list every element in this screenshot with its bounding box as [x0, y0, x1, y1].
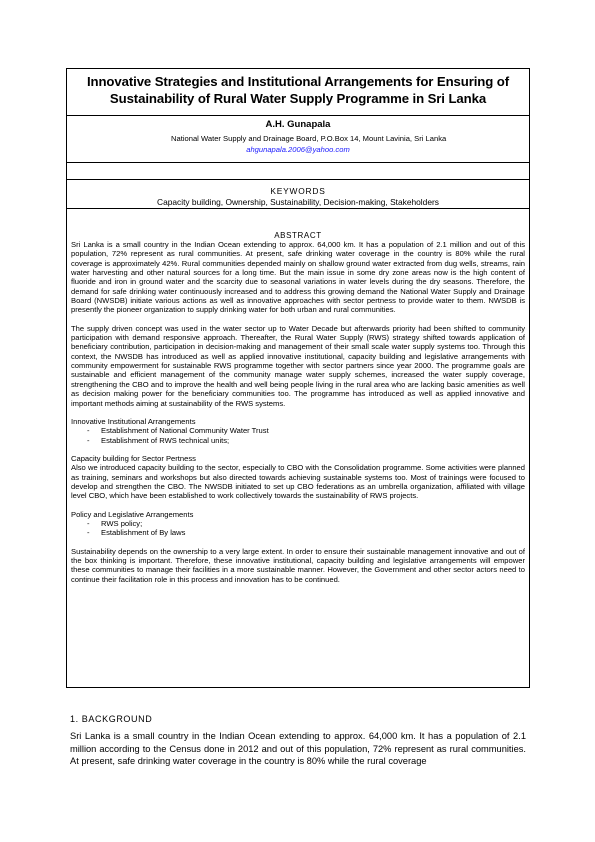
background-text: Sri Lanka is a small country in the Indian Ocean extending to approx. 64,000 km. It has a population of 2.1 million according to the Census done in 2012 and out of this population, 72% represent as rural communities. At present, safe drinking water coverage in the country is 80% while the rural coverage: [70, 731, 526, 766]
abstract-paragraph-1: Sri Lanka is a small country in the Indian Ocean extending to approx. 64,000 km. It has a population of 2.1 million and out of this population, 72% represent as rural communities. At present, safe drinking water coverage in the country is 80% while the rural coverage is approximately 42%. Rural communities depended mainly on shallow ground water extracted from dug wells, streams, rain water harvesting and other natural sources for a long time. But the main issue in some dry zone areas now is the high content of fluoride and iron in ground water and the scarcity due to seasonal variations in water levels during the dry seasons. Therefore, the demand for safe drinking water continuously increased and to address this growing demand the National Water Supply and Drainage Board (NWSDB) initiate various actions as well as innovative approaches with sector pertness to provide water to them. NWSDB is presently the pioneer organization to supply drinking water for both urban and rural communities.: [71, 240, 525, 315]
list-item: - Establishment of National Community Water Trust: [87, 426, 525, 435]
author-email-link[interactable]: ahgunapala.2006@yahoo.com: [246, 145, 350, 154]
keywords-heading: KEYWORDS: [270, 186, 326, 196]
institutional-arrangements-list: [71, 426, 525, 445]
policy-arrangements-heading: Policy and Legislative Arrangements: [71, 509, 194, 519]
abstract-paragraph-3: Sustainability depends on the ownership to a very large extent. In order to ensure their sustainable management innovative and out of the box thinking is important. Therefore, these innovative institutional, capacity building and legislative arrangements will empower these communities to manage their facilities in a more sustainable manner. However, the Government and other sector actors need to continue their facilitation role in this process and innovation has to be continued.: [71, 546, 525, 584]
list-item: - RWS policy;: [87, 519, 525, 528]
author-box: [66, 115, 530, 163]
capacity-building-text: Also we introduced capacity building to the sector, especially to CBO with the Consolidation programme. Some activities were planned as training, seminars and workshops but also directed towards achieving sustainable systems too. Most of trainings were focused to develop and strengthen the CBO. The NWSDB initiated to set up CBO federations as an umbrella organization, affiliated with village level CBO, which have been established to work collectively towards the sustainability of RWS projects.: [71, 463, 525, 501]
author-name: A.H. Gunapala: [265, 119, 331, 130]
abstract-paragraph-2: The supply driven concept was used in the water sector up to Water Decade but afterwards priority had been shifted to community participation with demand responsive approach. Thereafter, the Rural Water Supply (RWS) strategy shifted towards application of beneficiary contribution, participation in decision-making and management of their small scale water supply systems too. Through this context, the NWSDB has introduced as well as applied innovative institutional, capacity building and legislative arrangements with community empowerment for sustainable RWS programme together with sector partners since year 2000. The programme goals are sustainable and efficient management of the community manage water supply schemes, increased the water supply coverage, strengthening the CBO and to improve the health and well being people living in the rural area who are lacking basic amenities as well as decision making power for the beneficiary communities too. The programme has introduced as well as applied innovative and important methods aiming at sustainability of the RWS systems.: [71, 323, 525, 408]
institutional-arrangements-heading: Innovative Institutional Arrangements: [71, 416, 196, 426]
abstract-heading: ABSTRACT: [274, 231, 322, 240]
capacity-building-heading: Capacity building for Sector Pertness: [71, 453, 196, 463]
list-item: - Establishment of RWS technical units;: [87, 436, 525, 445]
abstract-box: [66, 208, 530, 688]
title-box: [66, 68, 530, 116]
keywords-box: [66, 179, 530, 209]
keywords-list: Capacity building, Ownership, Sustainability, Decision-making, Stakeholders: [157, 197, 439, 207]
spacer-box: [66, 162, 530, 180]
list-item: - Establishment of By laws: [87, 528, 525, 537]
paper-title: Innovative Strategies and Institutional Arrangements for Ensuring of Sustainability of Rural Water Supply Programme in Sri Lanka: [86, 74, 510, 106]
policy-arrangements-list: [71, 519, 525, 538]
background-heading: 1. BACKGROUND: [70, 714, 153, 724]
author-affiliation: National Water Supply and Drainage Board, P.O.Box 14, Mount Lavinia, Sri Lanka: [171, 134, 447, 143]
